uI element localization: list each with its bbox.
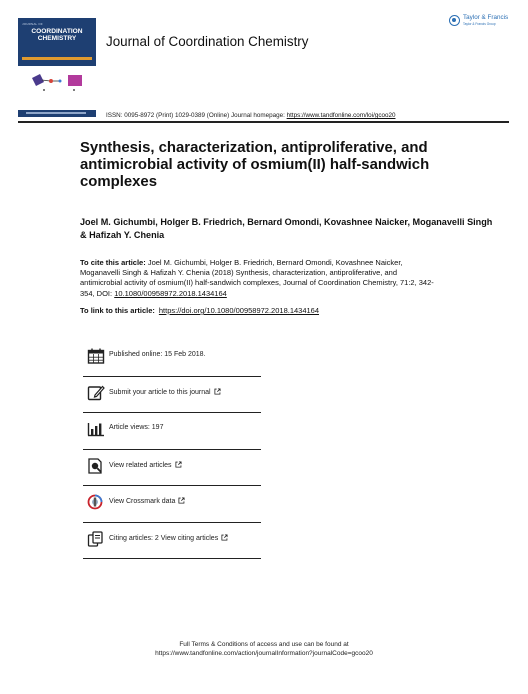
- related-articles-row[interactable]: [83, 450, 261, 487]
- cite-text: Joel M. Gichumbi, Holger B. Friedrich, Bernard Omondi, Kovashnee Naicker, Moganavelli Singh & Hafizah Y. Chenia (2018) Synthesis, characterization, antiproliferative, and antimicrobial activity of osmium(II) half-sandwich complexes, Journal of Coordination Chemistry, 71:2, 342-354, DOI:: [80, 258, 434, 298]
- article-views-row: [83, 413, 261, 450]
- cover-accent-strip: [22, 57, 92, 60]
- publisher-name: Taylor & Francis: [463, 14, 509, 21]
- citing-articles-row[interactable]: [83, 523, 261, 560]
- footer-line1: Full Terms & Conditions of access and use can be found at: [179, 641, 349, 648]
- bar-chart-icon: [87, 421, 105, 437]
- link-label: To link to this article:: [80, 306, 155, 315]
- journal-title[interactable]: Journal of Coordination Chemistry: [106, 34, 309, 49]
- external-link-icon: [214, 388, 221, 395]
- footer-terms-link[interactable]: https://www.tandfonline.com/action/journalInformation?journalCode=gcoo20: [155, 650, 373, 658]
- article-info-list: [83, 340, 261, 559]
- article-views-label: Article views: 197: [109, 424, 164, 431]
- cite-label: To cite this article:: [80, 258, 146, 267]
- article-link-line: [80, 306, 319, 315]
- related-articles-label[interactable]: View related articles: [109, 461, 182, 469]
- issn-text: ISSN: 0095-8972 (Print) 1029-0389 (Online) Journal homepage:: [106, 112, 285, 119]
- crossmark-row[interactable]: [83, 486, 261, 523]
- header-divider: [18, 121, 509, 123]
- submit-article-row[interactable]: [83, 377, 261, 414]
- submit-article-label[interactable]: Submit your article to this journal: [109, 388, 221, 396]
- published-online-label: Published online: 15 Feb 2018.: [109, 351, 206, 358]
- article-doi-link[interactable]: https://doi.org/10.1080/00958972.2018.1434164: [158, 306, 320, 315]
- crossmark-label[interactable]: View Crossmark data: [109, 497, 185, 505]
- cover-title-line2: CHEMISTRY: [37, 35, 77, 43]
- terms-footer: [0, 640, 528, 658]
- cite-doi-link[interactable]: 10.1080/00958972.2018.1434164: [114, 288, 227, 298]
- published-online-row: [83, 340, 261, 377]
- cover-footer-bar: [18, 110, 96, 117]
- publisher-logo[interactable]: [449, 14, 509, 34]
- cover-title-line1: COORDINATION: [31, 28, 83, 35]
- journal-homepage-link[interactable]: https://www.tandfonline.com/loi/gcoo20: [286, 112, 396, 119]
- article-authors: Joel M. Gichumbi, Holger B. Friedrich, Bernard Omondi, Kovashnee Naicker, Moganavelli Singh & Hafizah Y. Chenia: [80, 217, 493, 240]
- cover-molecule-graphic: [30, 72, 86, 94]
- external-link-icon: [178, 497, 185, 504]
- citing-articles-icon: [87, 531, 105, 547]
- publisher-logo-icon: [449, 15, 460, 26]
- cover-title: [22, 28, 92, 43]
- external-link-icon: [175, 461, 182, 468]
- calendar-icon: [87, 348, 105, 364]
- issn-line: [106, 112, 395, 119]
- citing-articles-label[interactable]: Citing articles: 2 View citing articles: [109, 534, 228, 542]
- journal-cover-thumbnail: [18, 18, 96, 66]
- cover-small-text: JOURNAL OF: [22, 22, 43, 26]
- magnifier-document-icon: [87, 458, 105, 474]
- publisher-group: Taylor & Francis Group: [463, 22, 496, 26]
- article-title: Synthesis, characterization, antiproliferative, and antimicrobial activity of osmium(II) half-sandwich complexes: [80, 140, 430, 190]
- external-link-icon: [221, 534, 228, 541]
- pencil-icon: [87, 385, 105, 401]
- citation-block: [80, 258, 440, 299]
- crossmark-icon: [87, 494, 105, 510]
